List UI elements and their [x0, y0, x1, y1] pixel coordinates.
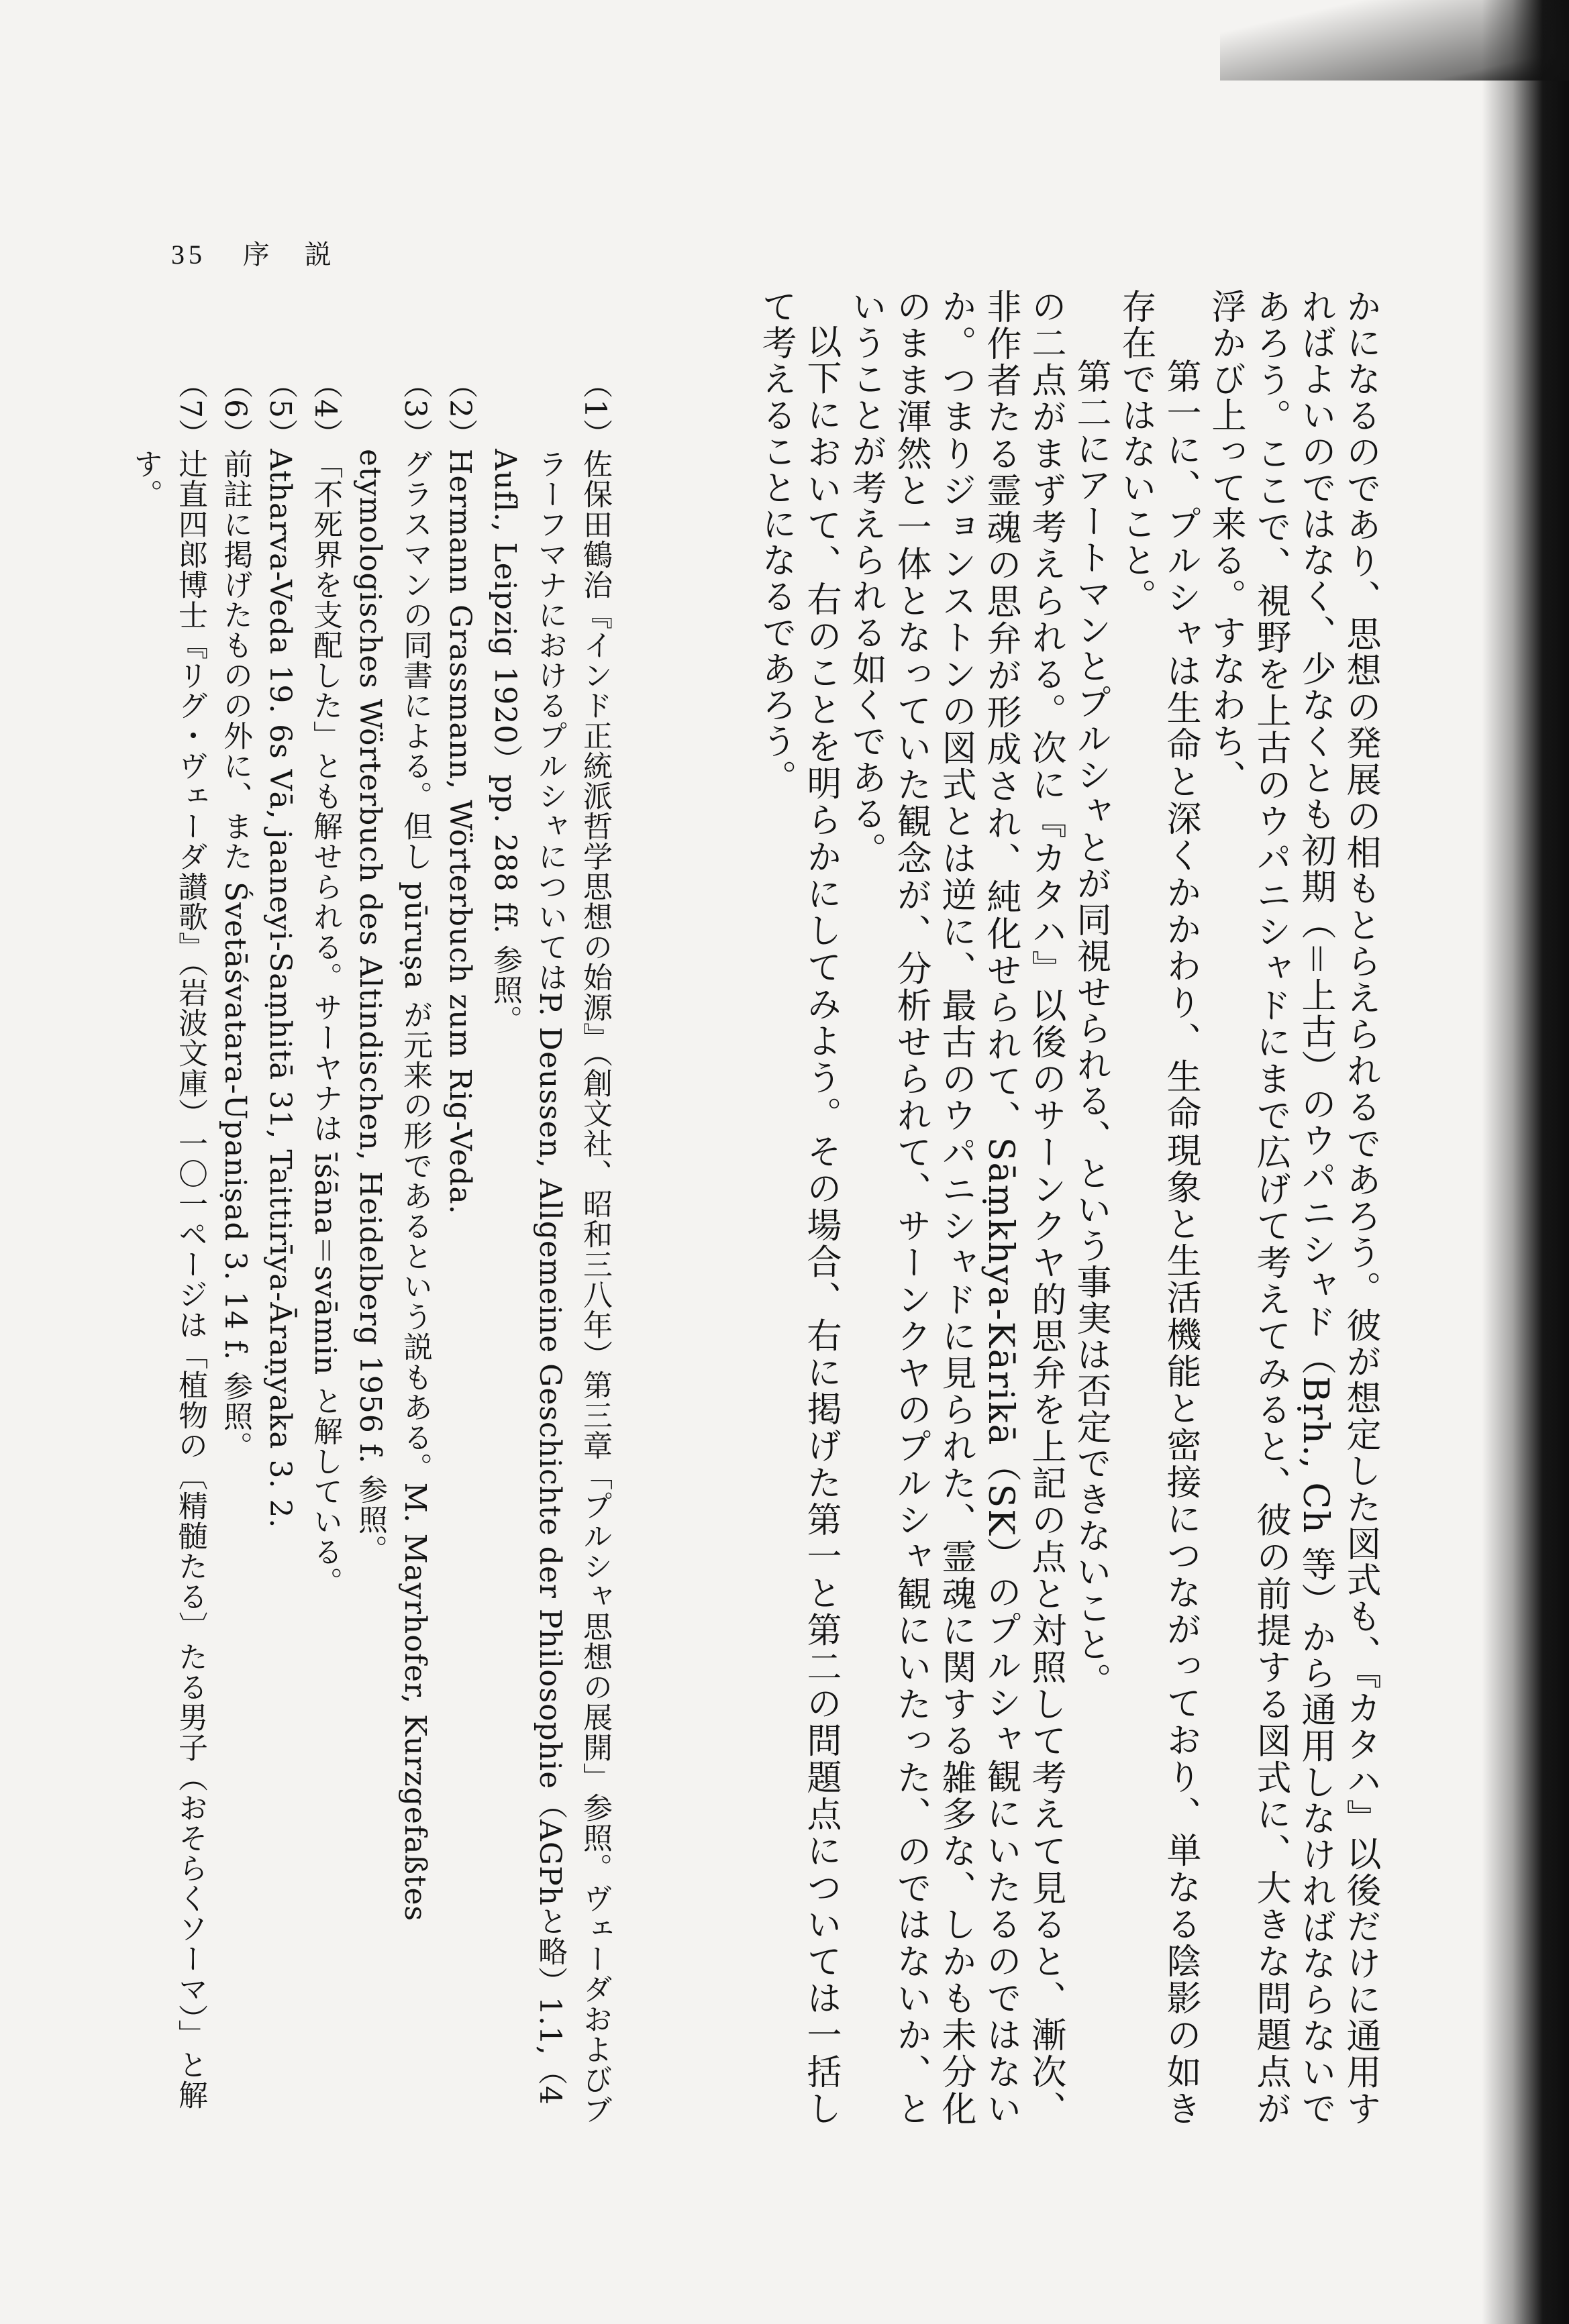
page-corner-shadow [1220, 0, 1569, 81]
paragraph: 以下において、右のことを明らかにしてみよう。その場合、右に掲げた第一と第二の問題点については一括して考えることになるであろう。 [756, 288, 841, 2127]
footnote-number: （7） [173, 369, 207, 449]
running-head [171, 233, 336, 272]
footnote [303, 369, 348, 2147]
footnote [213, 369, 258, 2147]
footnotes [128, 369, 617, 2147]
footnote-number: （4） [308, 369, 342, 449]
paragraph-point-2: 第二にアートマンとプルシャとが同視せられる、という事実は否定できないこと。 [1070, 358, 1111, 1699]
footnote [438, 369, 483, 2147]
page-number: 35 [171, 240, 206, 270]
footnote-number: （5） [263, 369, 297, 449]
footnote-number: （1） [578, 369, 612, 449]
footnote-text: 佐保田鶴治『インド正統派哲学思想の始源』（創文社、昭和三八年）第三章「プルシャ思想の展開」参照。ヴェーダおよびブラーフマナにおけるプルシャについてはP. Deussen, Allgemeine Geschichte der Philosophie（AGPhと略）1.1,（4 Aufl., Leipzig 1920）pp. 288 ff. 参照。 [488, 449, 612, 2125]
footnote-text: Atharva-Veda 19. 6s Vā, jaaneyi-Saṃhitā 31, Taittirīya-Āraṇyaka 3. 2. [263, 449, 297, 1529]
page-binding-shadow [1482, 0, 1569, 2324]
footnote [348, 369, 438, 2147]
footnote [123, 369, 213, 2147]
paragraph: の二点がまず考えられる。次に『カタハ』以後のサーンクヤ的思弁を上記の点と対照して考えて見ると、漸次、非作者たる霊魂の思弁が形成され、純化せられて、Sāṃkhya-Kārikā（SK）のプルシャ観にいたるのではないか。つまりジョンストンの図式とは逆に、最古のウパニシャドに見られた、霊魂に関する雑多な、しかも未分化のまま渾然と一体となっていた観念が、分析せられて、サーンクヤのプルシャ観にいたった、のではないか、ということが考えられる如くである。 [846, 288, 1066, 2127]
main-text [624, 288, 1382, 2127]
footnote-text: グラスマンの同書による。但し pūruṣa が元来の形であるという説もある。M. Mayrhofer, Kurzgefaßtes etymologisches Wörterbuch des Altindischen, Heidelberg 1956 f. 参照。 [353, 449, 432, 1922]
footnote-text: 「不死界を支配した」とも解せられる。サーヤナは īśāna＝svāmin と解している。 [308, 449, 342, 1597]
footnote [258, 369, 303, 2147]
footnote-text: Hermann Grassmann, Wörterbuch zum Rig-Veda. [443, 449, 477, 1215]
footnote-number: （6） [218, 369, 252, 449]
footnote-number: （2） [443, 369, 477, 449]
footnote [483, 369, 617, 2147]
footnote-text: 辻直四郎博士『リグ・ヴェーダ讃歌』（岩波文庫）一〇一ページは「植物の〔精髄たる〕たる男子（おそらくソーマ）」と解す。 [128, 449, 207, 2110]
running-title: 序 説 [242, 240, 336, 270]
paragraph: かになるのであり、思想の発展の相もとらえられるであろう。彼が想定した図式も、『カタハ』以後だけに通用すればよいのではなく、少なくとも初期（＝上古）のウパニシャド（Bṛh., Ch 等）から通用しなければならないであろう。ここで、視野を上古のウパニシャドにまで広げて考えてみると、彼の前提する図式に、大きな問題点が浮かび上って来る。すなわち、 [1205, 288, 1380, 2127]
footnote-number: （3） [398, 369, 432, 449]
footnote-text: 前註に掲げたものの外に、また Śvetāśvatara-Upaniṣad 3. 14 f. 参照。 [218, 449, 252, 1462]
paragraph-point-1: 第一に、プルシャは生命と深くかかわり、生命現象と生活機能と密接につながっており、単なる陰影の如き存在ではないこと。 [1115, 288, 1201, 2127]
